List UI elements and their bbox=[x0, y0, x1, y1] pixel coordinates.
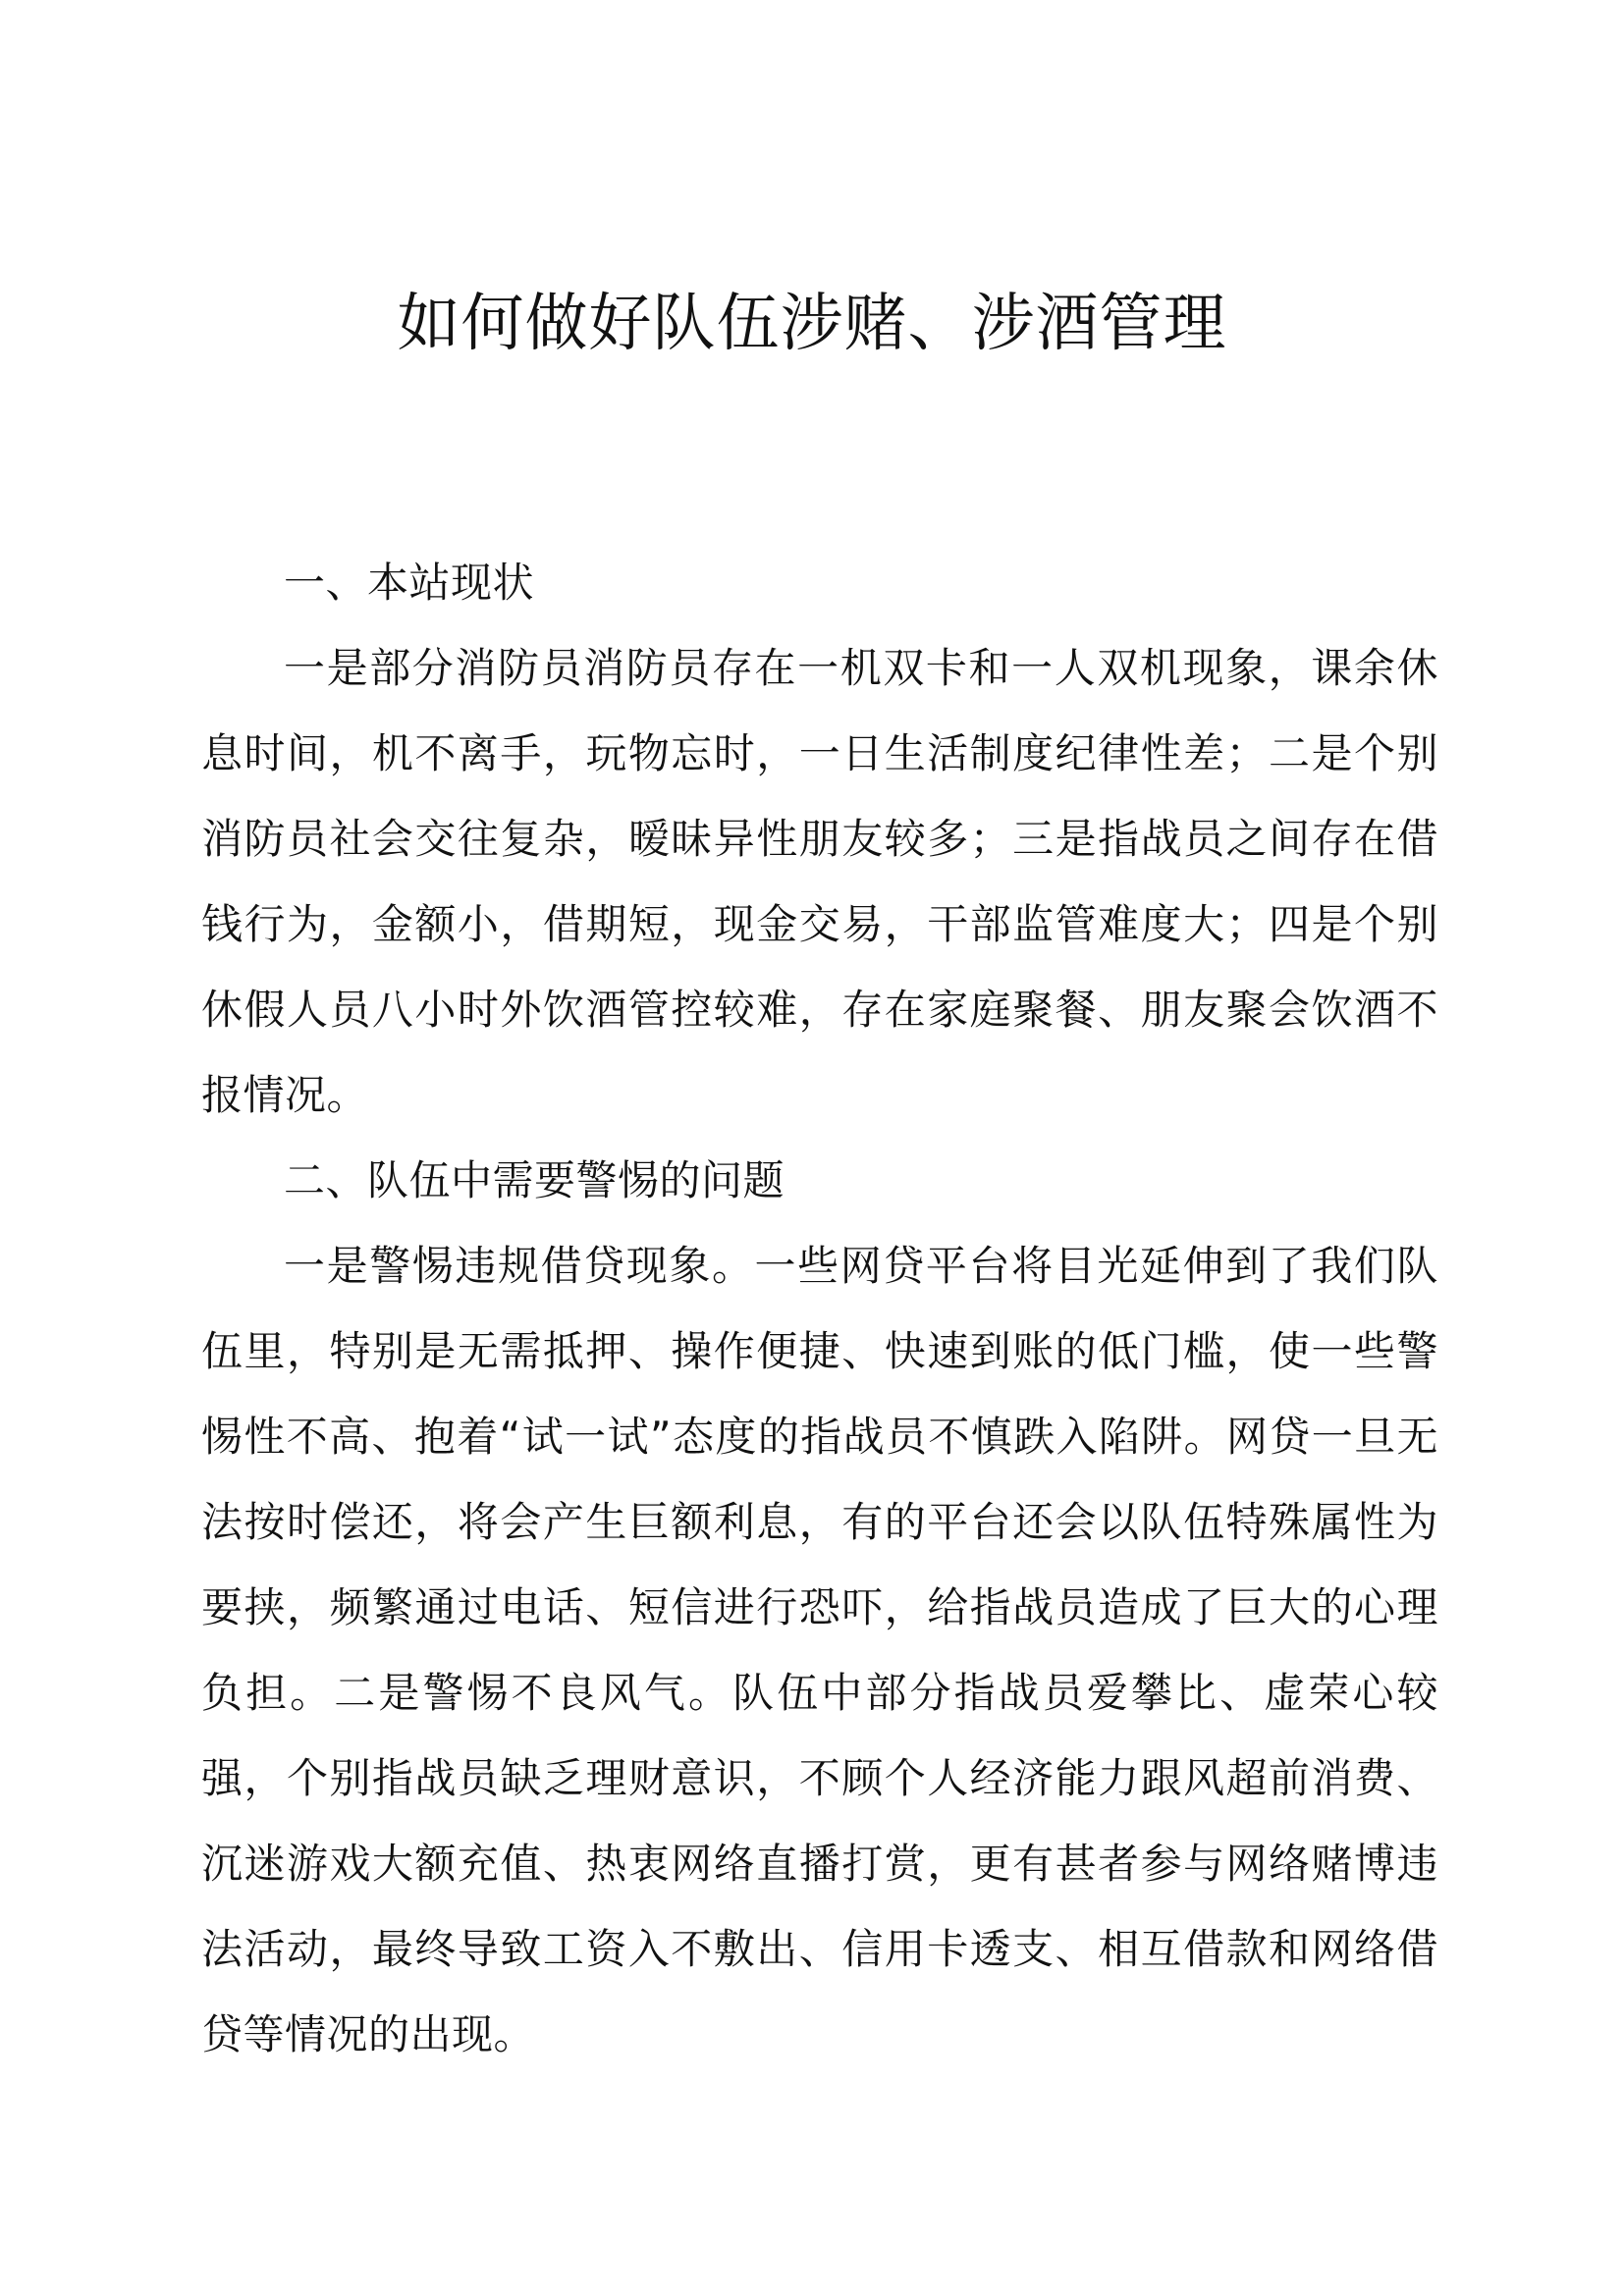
document-body bbox=[201, 540, 1438, 2077]
section-paragraph-2: 一是警惕违规借贷现象。一些网贷平台将目光延伸到了我们队伍里，特别是无需抵押、操作便捷、快速到账的低门槛，使一些警惕性不高、抱着“试一试”态度的指战员不慎跌入陷阱。网贷一旦无法按时偿还，将会产生巨额利息，有的平台还会以队伍特殊属性为要挟，频繁通过电话、短信进行恐吓，给指战员造成了巨大的心理负担。二是警惕不良风气。队伍中部分指战员爱攀比、虚荣心较强，个别指战员缺乏理财意识，不顾个人经济能力跟风超前消费、沉迷游戏大额充值、热衷网络直播打赏，更有甚者参与网络赌博违法活动，最终导致工资入不敷出、信用卡透支、相互借款和网络借贷等情况的出现。 bbox=[201, 1242, 1438, 2058]
section-heading-1: 一、本站现状 bbox=[284, 559, 535, 607]
section-heading-2: 二、队伍中需要警惕的问题 bbox=[284, 1156, 785, 1204]
section-paragraph-1: 一是部分消防员消防员存在一机双卡和一人双机现象，课余休息时间，机不离手，玩物忘时，一日生活制度纪律性差；二是个别消防员社会交往复杂，暧昧异性朋友较多；三是指战员之间存在借钱行为，金额小，借期短，现金交易，干部监管难度大；四是个别休假人员八小时外饮酒管控较难，存在家庭聚餐、朋友聚会饮酒不报情况。 bbox=[201, 644, 1438, 1119]
document-title: 如何做好队伍涉赌、涉酒管理 bbox=[397, 288, 1227, 360]
